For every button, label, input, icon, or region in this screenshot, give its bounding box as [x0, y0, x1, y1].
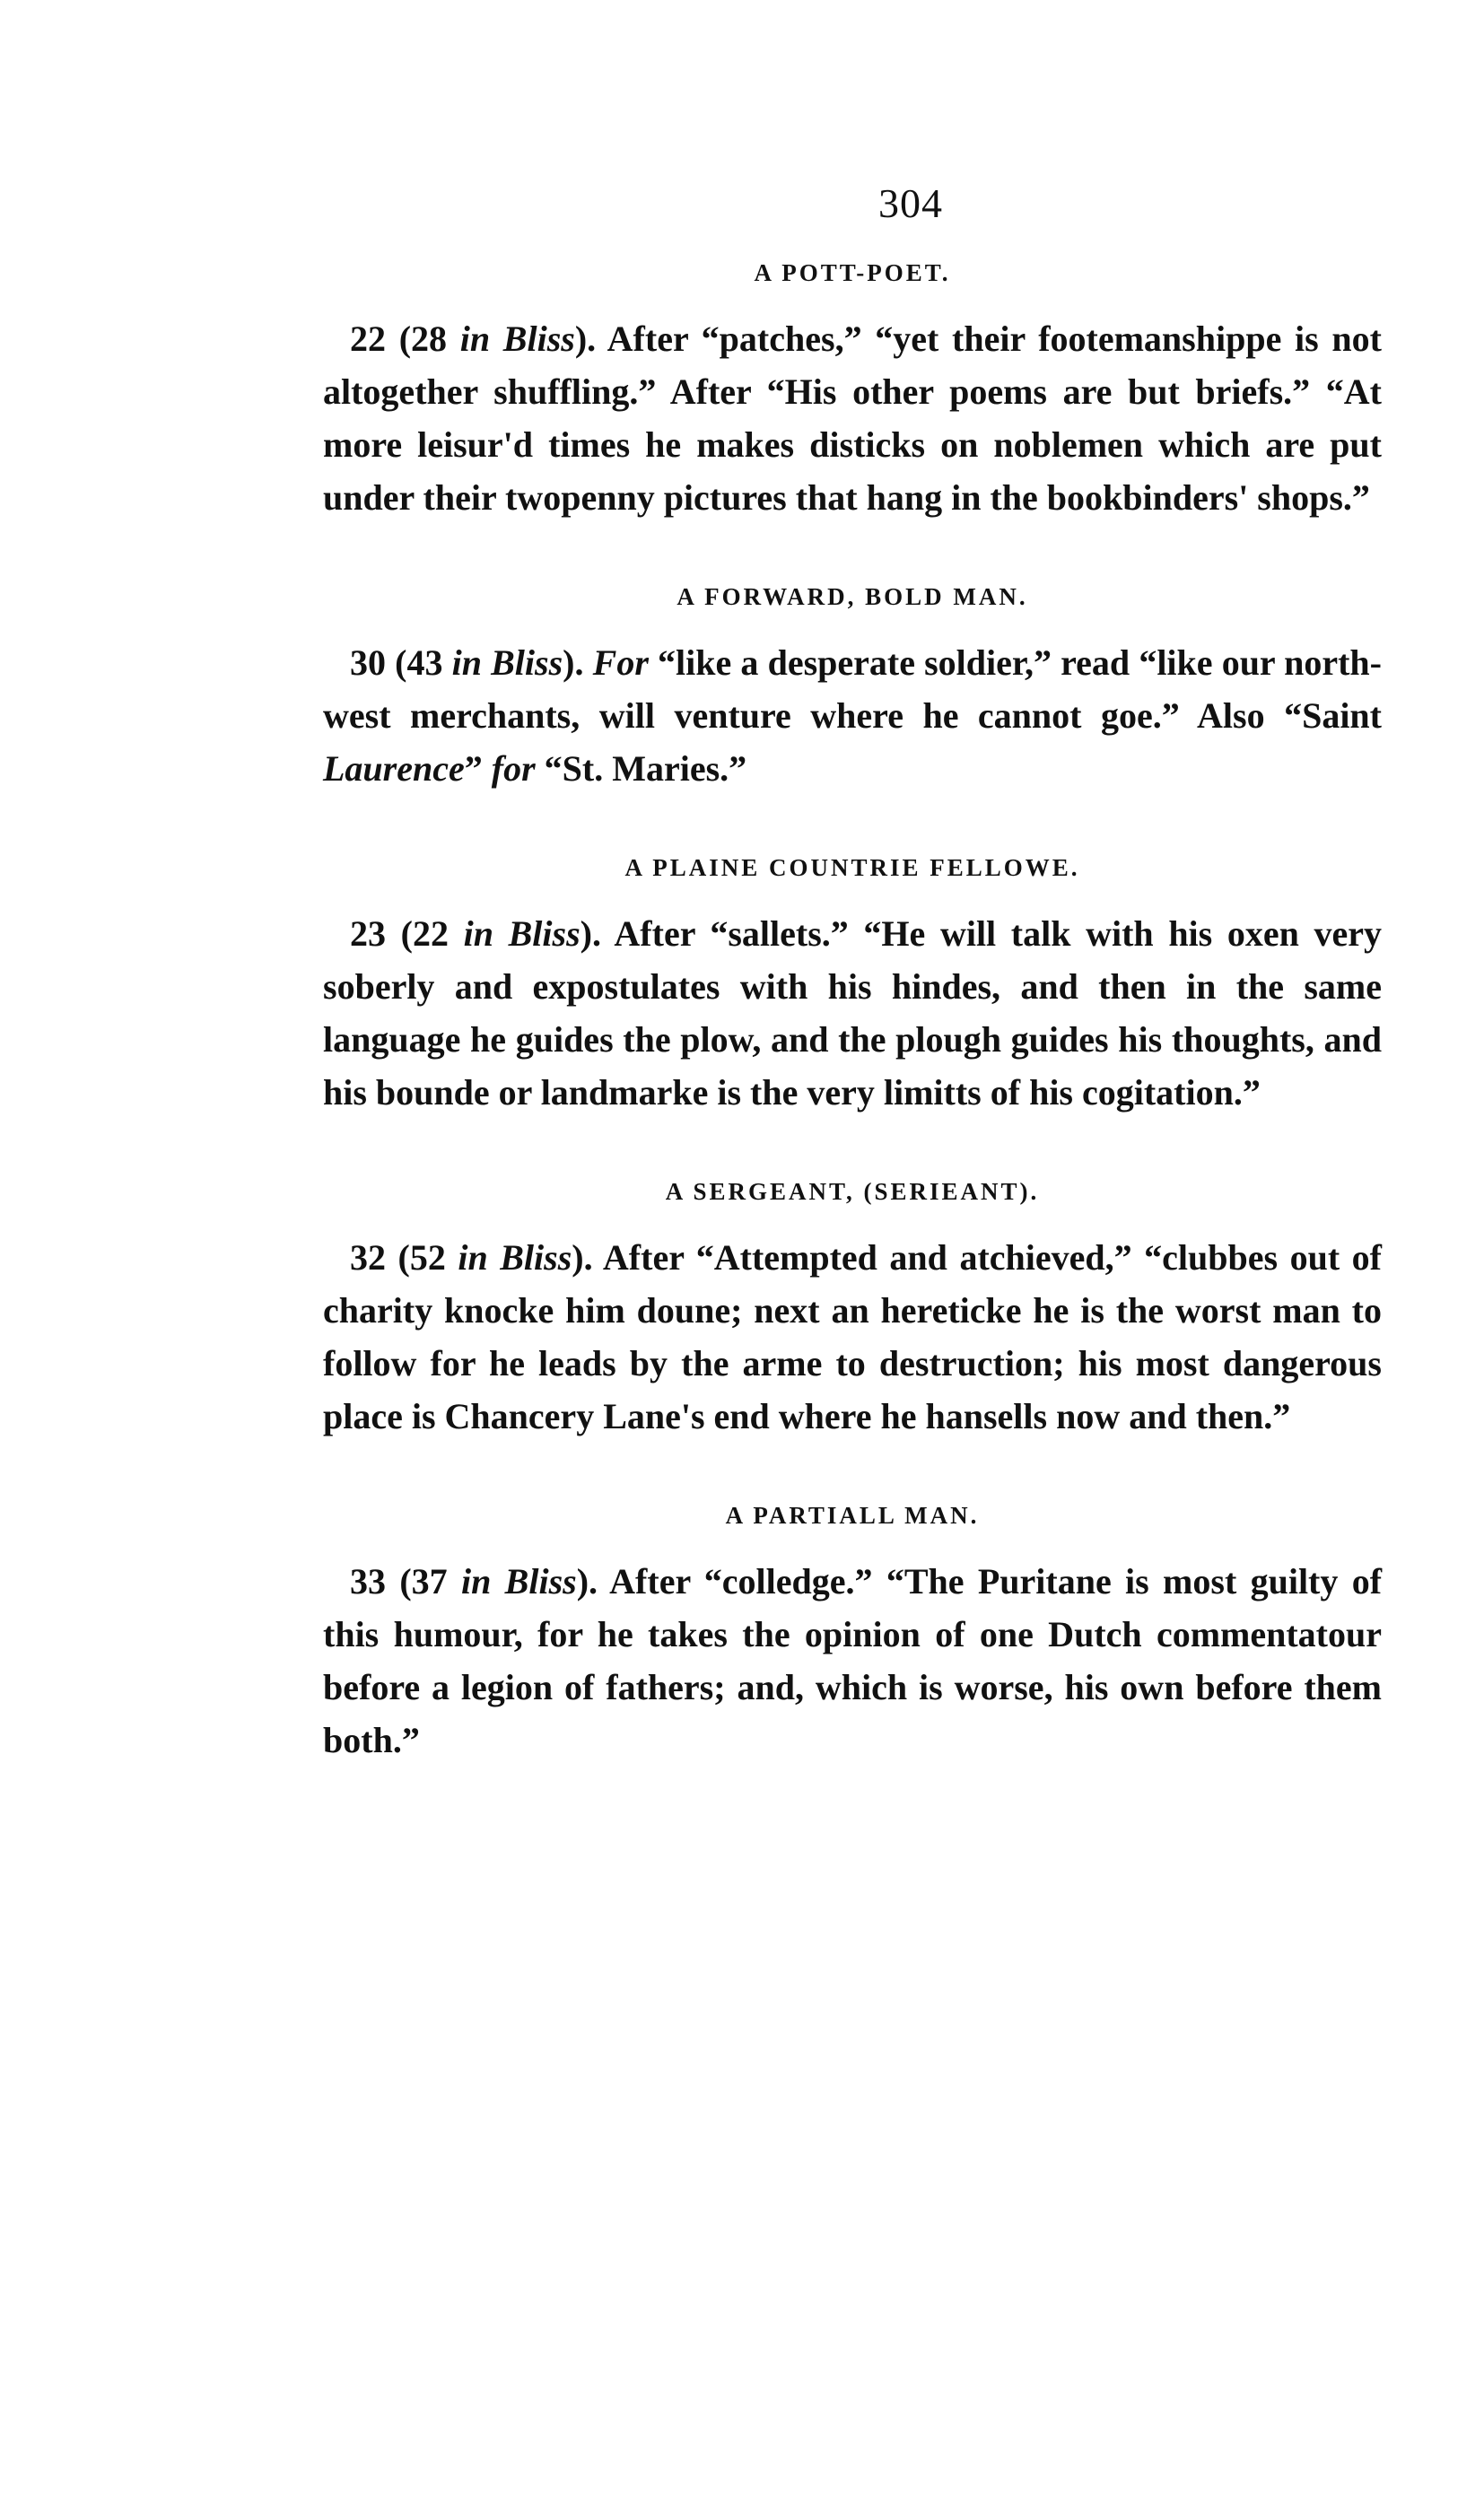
ref-close: ). — [572, 1237, 593, 1278]
ref-open: (22 — [400, 913, 464, 954]
ref-close: ). — [563, 642, 584, 683]
entry-body: After “sallets.” “He will talk with his oxen very soberly and expostulates with his hindes, and then in the same language he guides the plow, and the plough guides his thoughts, and his bounde or landmarke is the very limitts of his cogitation.” — [323, 913, 1383, 1113]
ref-open: (52 — [397, 1237, 458, 1278]
entry-body: After “colledge.” “The Puritane is most guilty of this humour, for he takes the opinion of one Dutch commentatour before a legion of fathers; and, which is worse, his own before them both.” — [323, 1561, 1383, 1760]
section-paragraph — [323, 636, 1382, 795]
entry-body-part: ” — [464, 748, 492, 789]
section-sergeant — [323, 1178, 1382, 1443]
section-paragraph — [323, 1231, 1382, 1443]
entry-body-part: For — [592, 642, 649, 683]
section-paragraph — [323, 312, 1382, 524]
entry-number: 22 — [350, 319, 386, 359]
entry-body-part: “like a desperate soldier,” read “like our north-west merchants, will venture where he cannot goe.” Also “Saint — [323, 642, 1383, 736]
section-heading: A SERGEANT, (SERIEANT). — [665, 1178, 1040, 1205]
section-paragraph — [323, 907, 1382, 1119]
document-page — [323, 179, 1382, 1826]
section-partiall-man — [323, 1502, 1382, 1767]
page-number: 304 — [878, 180, 943, 226]
section-plaine-countrie-fellowe — [323, 854, 1382, 1119]
section-heading: A PARTIALL MAN. — [725, 1502, 980, 1529]
entry-number: 23 — [350, 913, 386, 954]
ref-source: in Bliss — [463, 913, 581, 954]
ref-source: in Bliss — [459, 319, 575, 359]
section-heading: A POTT-POET. — [754, 259, 951, 286]
ref-source: in Bliss — [458, 1237, 572, 1278]
ref-open: (37 — [399, 1561, 461, 1602]
entry-body-part: “St. Maries.” — [535, 748, 747, 789]
section-heading: A FORWARD, BOLD MAN. — [677, 583, 1028, 610]
entry-number: 32 — [350, 1237, 386, 1278]
section-forward-bold-man — [323, 583, 1382, 795]
section-paragraph — [323, 1555, 1382, 1767]
ref-close: ). — [580, 913, 601, 954]
ref-source: in Bliss — [460, 1561, 577, 1602]
entry-body-part: Laurence — [323, 748, 465, 789]
entry-number: 33 — [350, 1561, 386, 1602]
ref-open: (28 — [398, 319, 460, 359]
entry-body: After “Attempted and atchieved,” “clubbes out of charity knocke him doune; next an hereticke he is the worst man to follow for he leads by the arme to destruction; his most dangerous place is Chancery Lane's end where he hansells now and then.” — [323, 1237, 1382, 1436]
ref-open: (43 — [395, 642, 452, 683]
ref-close: ). — [574, 319, 597, 359]
entry-number: 30 — [350, 642, 386, 683]
ref-close: ). — [576, 1561, 598, 1602]
section-pott-poet — [323, 259, 1382, 524]
entry-body: After “patches,” “yet their footemanshippe is not altogether shuffling.” After “His other poems are but briefs.” “At more leisur'd times he makes disticks on noblemen which are put under their twopenny pictures that hang in the bookbinders' shops.” — [323, 319, 1382, 518]
ref-source: in Bliss — [451, 642, 563, 683]
entry-body-part: for — [491, 748, 536, 789]
section-heading: A PLAINE COUNTRIE FELLOWE. — [624, 854, 1080, 881]
